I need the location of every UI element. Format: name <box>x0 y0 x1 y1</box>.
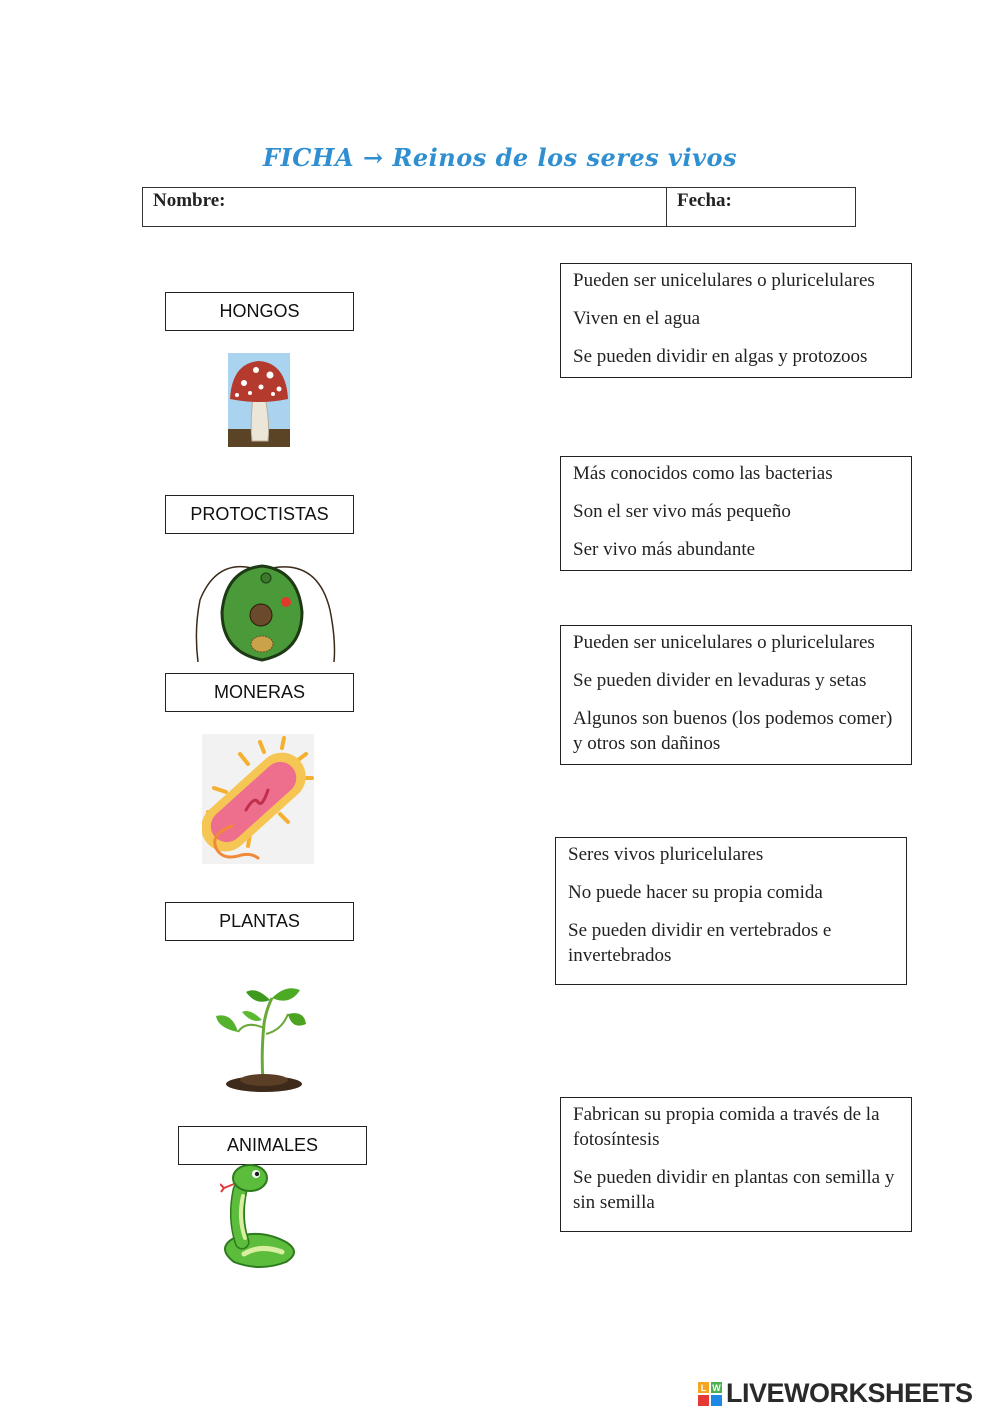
student-info-table <box>142 187 856 227</box>
kingdom-label: HONGOS <box>219 301 300 321</box>
protist-cell-icon <box>194 560 340 664</box>
badge-letter: W <box>712 1382 721 1393</box>
kingdom-box-moneras[interactable] <box>165 673 354 712</box>
date-label: Fecha: <box>677 190 732 211</box>
description-line: Pueden ser unicelulares o pluricelulares <box>573 632 875 653</box>
description-line: Se pueden dividir en algas y protozoos <box>573 346 868 367</box>
kingdom-label: ANIMALES <box>226 1135 319 1155</box>
snake-icon <box>220 1162 302 1270</box>
name-label: Nombre: <box>153 190 226 211</box>
description-line: Son el ser vivo más pequeño <box>573 501 791 522</box>
description-box-1[interactable] <box>560 263 912 378</box>
kingdom-label: MONERAS <box>213 682 305 702</box>
description-line: No puede hacer su propia comida <box>568 882 823 903</box>
badge-letter: L <box>700 1382 707 1393</box>
description-box-2[interactable] <box>560 456 912 571</box>
sprout-icon <box>216 984 306 1092</box>
description-line: Viven en el agua <box>573 308 701 329</box>
kingdom-box-hongos[interactable] <box>165 292 354 331</box>
description-line: Se pueden dividir en vertebrados e invertebrados <box>568 920 832 966</box>
brand-name: LIVEWORKSHEETS <box>726 1378 973 1408</box>
description-line: Más conocidos como las bacterias <box>573 463 833 484</box>
liveworksheets-badge-icon <box>698 1382 722 1406</box>
date-field[interactable] <box>667 188 855 226</box>
description-line: Algunos son buenos (los podemos comer) y otros son dañinos <box>573 708 893 754</box>
bacterium-icon <box>202 734 314 864</box>
kingdom-box-protoctistas[interactable] <box>165 495 354 534</box>
description-line: Se pueden divider en levaduras y setas <box>573 670 867 691</box>
description-line: Fabrican su propia comida a través de la fotosíntesis <box>573 1104 880 1150</box>
description-box-5[interactable] <box>560 1097 912 1232</box>
description-line: Ser vivo más abundante <box>573 539 756 560</box>
liveworksheets-logo <box>698 1378 973 1409</box>
mushroom-icon <box>228 353 290 447</box>
description-box-3[interactable] <box>560 625 912 765</box>
description-line: Se pueden dividir en plantas con semilla y sin semilla <box>573 1167 895 1213</box>
description-line: Pueden ser unicelulares o pluricelulares <box>573 270 875 291</box>
name-field[interactable] <box>143 188 667 226</box>
worksheet-title: FICHA → Reinos de los seres vivos <box>262 143 738 172</box>
kingdom-label: PLANTAS <box>219 911 300 931</box>
kingdom-box-plantas[interactable] <box>165 902 354 941</box>
description-line: Seres vivos pluricelulares <box>568 844 764 865</box>
description-box-4[interactable] <box>555 837 907 985</box>
kingdom-label: PROTOCTISTAS <box>190 504 329 524</box>
kingdom-box-animales[interactable] <box>178 1126 367 1165</box>
